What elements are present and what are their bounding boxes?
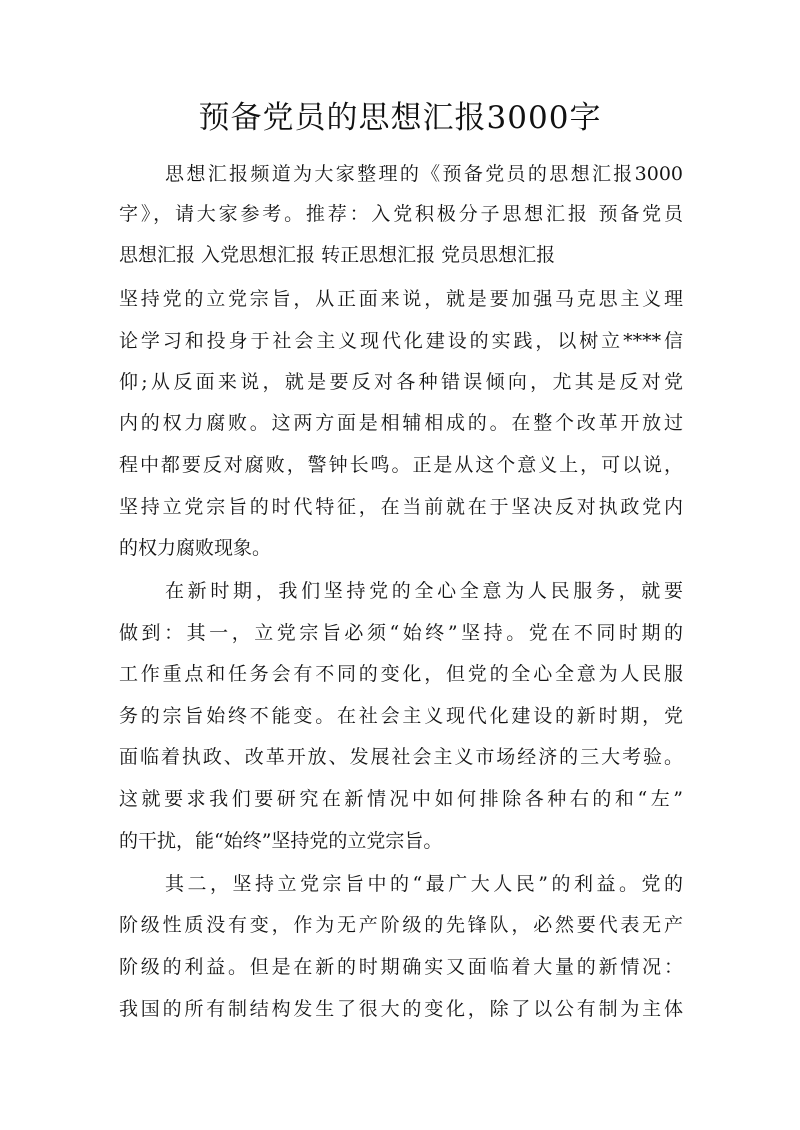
paragraph-line: 我国的所有制结构发生了很大的变化，除了以公有制为主体: [119, 998, 683, 1020]
paragraph-line: 工作重点和任务会有不同的变化，但党的全心全意为人民服: [119, 663, 683, 685]
paragraph-line: 思想汇报频道为大家整理的《预备党员的思想汇报3000: [165, 163, 683, 185]
paragraph-line: 内的权力腐败。这两方面是相辅相成的。在整个改革开放过: [119, 412, 683, 434]
paragraph-line: 论学习和投身于社会主义现代化建设的实践，以树立****信: [119, 330, 683, 352]
paragraph-line: 阶级的利益。但是在新的时期确实又面临着大量的新情况：: [119, 956, 683, 978]
paragraph-line: 坚持党的立党宗旨，从正面来说，就是要加强马克思主义理: [119, 288, 683, 310]
paragraph-line: 这就要求我们要研究在新情况中如何排除各种右的和“左”: [119, 788, 683, 810]
paragraph-line: 阶级性质没有变，作为无产阶级的先锋队，必然要代表无产: [119, 914, 683, 936]
paragraph-line: 思想汇报 入党思想汇报 转正思想汇报 党员思想汇报: [119, 244, 556, 266]
paragraph-line: 其二，坚持立党宗旨中的“最广大人民”的利益。党的: [165, 873, 683, 895]
paragraph-line: 字》，请大家参考。推荐：入党积极分子思想汇报 预备党员: [119, 203, 683, 225]
paragraph-line: 在新时期，我们坚持党的全心全意为人民服务，就要: [165, 580, 683, 602]
paragraph-line: 仰;从反面来说，就是要反对各种错误倾向，尤其是反对党: [119, 371, 683, 393]
paragraph-line: 程中都要反对腐败，警钟长鸣。正是从这个意义上，可以说，: [119, 454, 683, 476]
paragraph-line: 面临着执政、改革开放、发展社会主义市场经济的三大考验。: [119, 746, 683, 768]
paragraph-line: 坚持立党宗旨的时代特征，在当前就在于坚决反对执政党内: [119, 496, 683, 518]
paragraph-line: 做到：其一，立党宗旨必须“始终”坚持。党在不同时期的: [119, 622, 683, 644]
document-title: 预备党员的思想汇报3000字: [198, 100, 602, 136]
paragraph-line: 的权力腐败现象。: [119, 537, 272, 559]
paragraph-line: 的干扰，能“始终”坚持党的立党宗旨。: [119, 830, 443, 852]
paragraph-line: 务的宗旨始终不能变。在社会主义现代化建设的新时期，党: [119, 705, 683, 727]
